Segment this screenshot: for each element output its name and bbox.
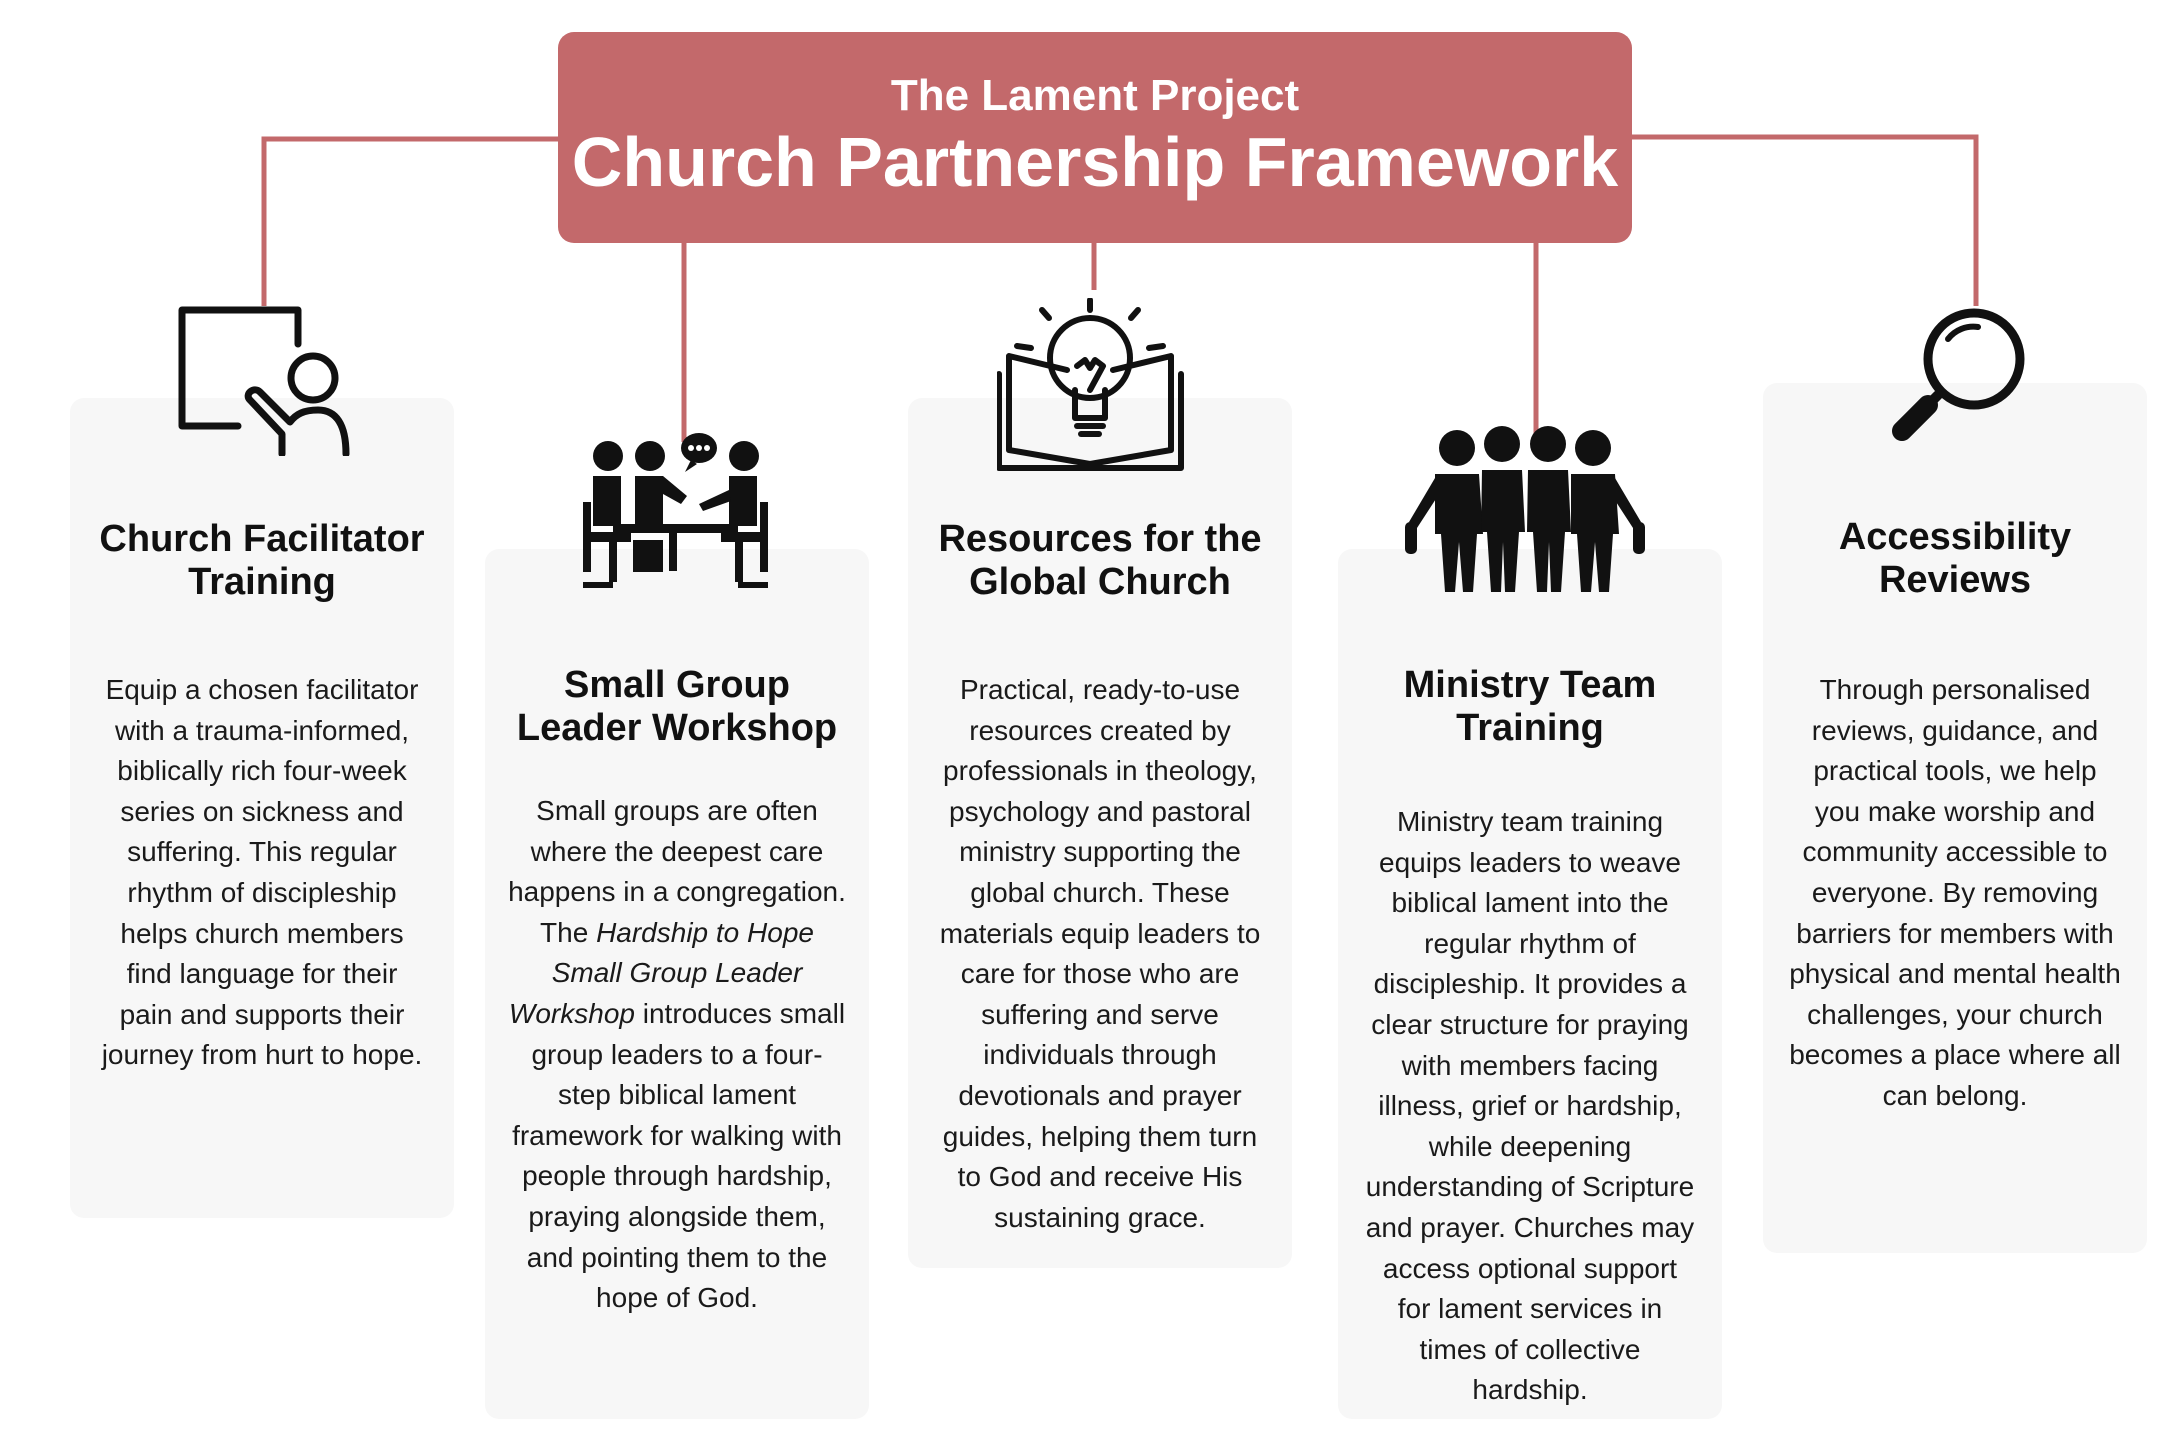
card-title: Ministry Team Training: [1403, 664, 1657, 749]
lightbulb-book-icon: [997, 298, 1187, 473]
card-title: Church Facilitator Training: [99, 518, 425, 603]
framework-header: [558, 32, 1632, 243]
card-body: Through personalised reviews, guidance, and practical tools, we help you make worship and community accessible to everyone. By removing barriers for members with physical and mental health challenges, your church becomes a place where all can belong.: [1789, 674, 2121, 1111]
card-small-group-leader-workshop: [485, 549, 869, 1419]
header-subtitle: The Lament Project: [890, 71, 1300, 121]
card-body: Practical, ready-to-use resources created by professionals in theology, psychology and pastoral ministry supporting the global church. These materials equip leaders to care for those who are suffering and serve individuals through devotionals and prayer guides, helping them turn to God and receive His sustaining grace.: [939, 674, 1261, 1233]
card-body: Equip a chosen facilitator with a trauma-informed, biblically rich four-week series on sickness and suffering. This regular rhythm of discipleship helps church members find language for their pain and supports their journey from hurt to hope.: [101, 674, 423, 1071]
magnifying-glass-icon: [1888, 305, 2028, 447]
card-church-facilitator-training: [70, 398, 454, 1218]
card-title: Accessibility Reviews: [1838, 516, 2072, 601]
card-body: Small groups are often where the deepest care happens in a congregation. The Hardship to Hope Small Group Leader Workshop introduces small group leaders to a four- step biblical lament framework for walking with people through hardship, praying alongside them, and pointing them to the hope of God.: [508, 795, 846, 1314]
team-embrace-icon: [1405, 426, 1655, 596]
card-ministry-team-training: [1338, 549, 1722, 1419]
connector-church-facilitator: [264, 139, 558, 306]
card-title: Small Group Leader Workshop: [516, 664, 838, 749]
card-body: Ministry team training equips leaders to weave biblical lament into the regular rhythm of discipleship. It provides a clear structure for praying with members facing illness, grief or hardship, while deepening understanding of Scripture and prayer. Churches may access optional support for lament services in times of collective hardship.: [1365, 806, 1695, 1406]
card-resources-global-church: [908, 398, 1292, 1268]
presenter-board-icon: [178, 306, 358, 456]
group-meeting-icon: [583, 432, 768, 592]
connector-accessibility: [1632, 137, 1976, 306]
header-title: Church Partnership Framework: [571, 123, 1619, 202]
card-title: Resources for the Global Church: [938, 518, 1262, 603]
card-accessibility-reviews: [1763, 383, 2147, 1253]
